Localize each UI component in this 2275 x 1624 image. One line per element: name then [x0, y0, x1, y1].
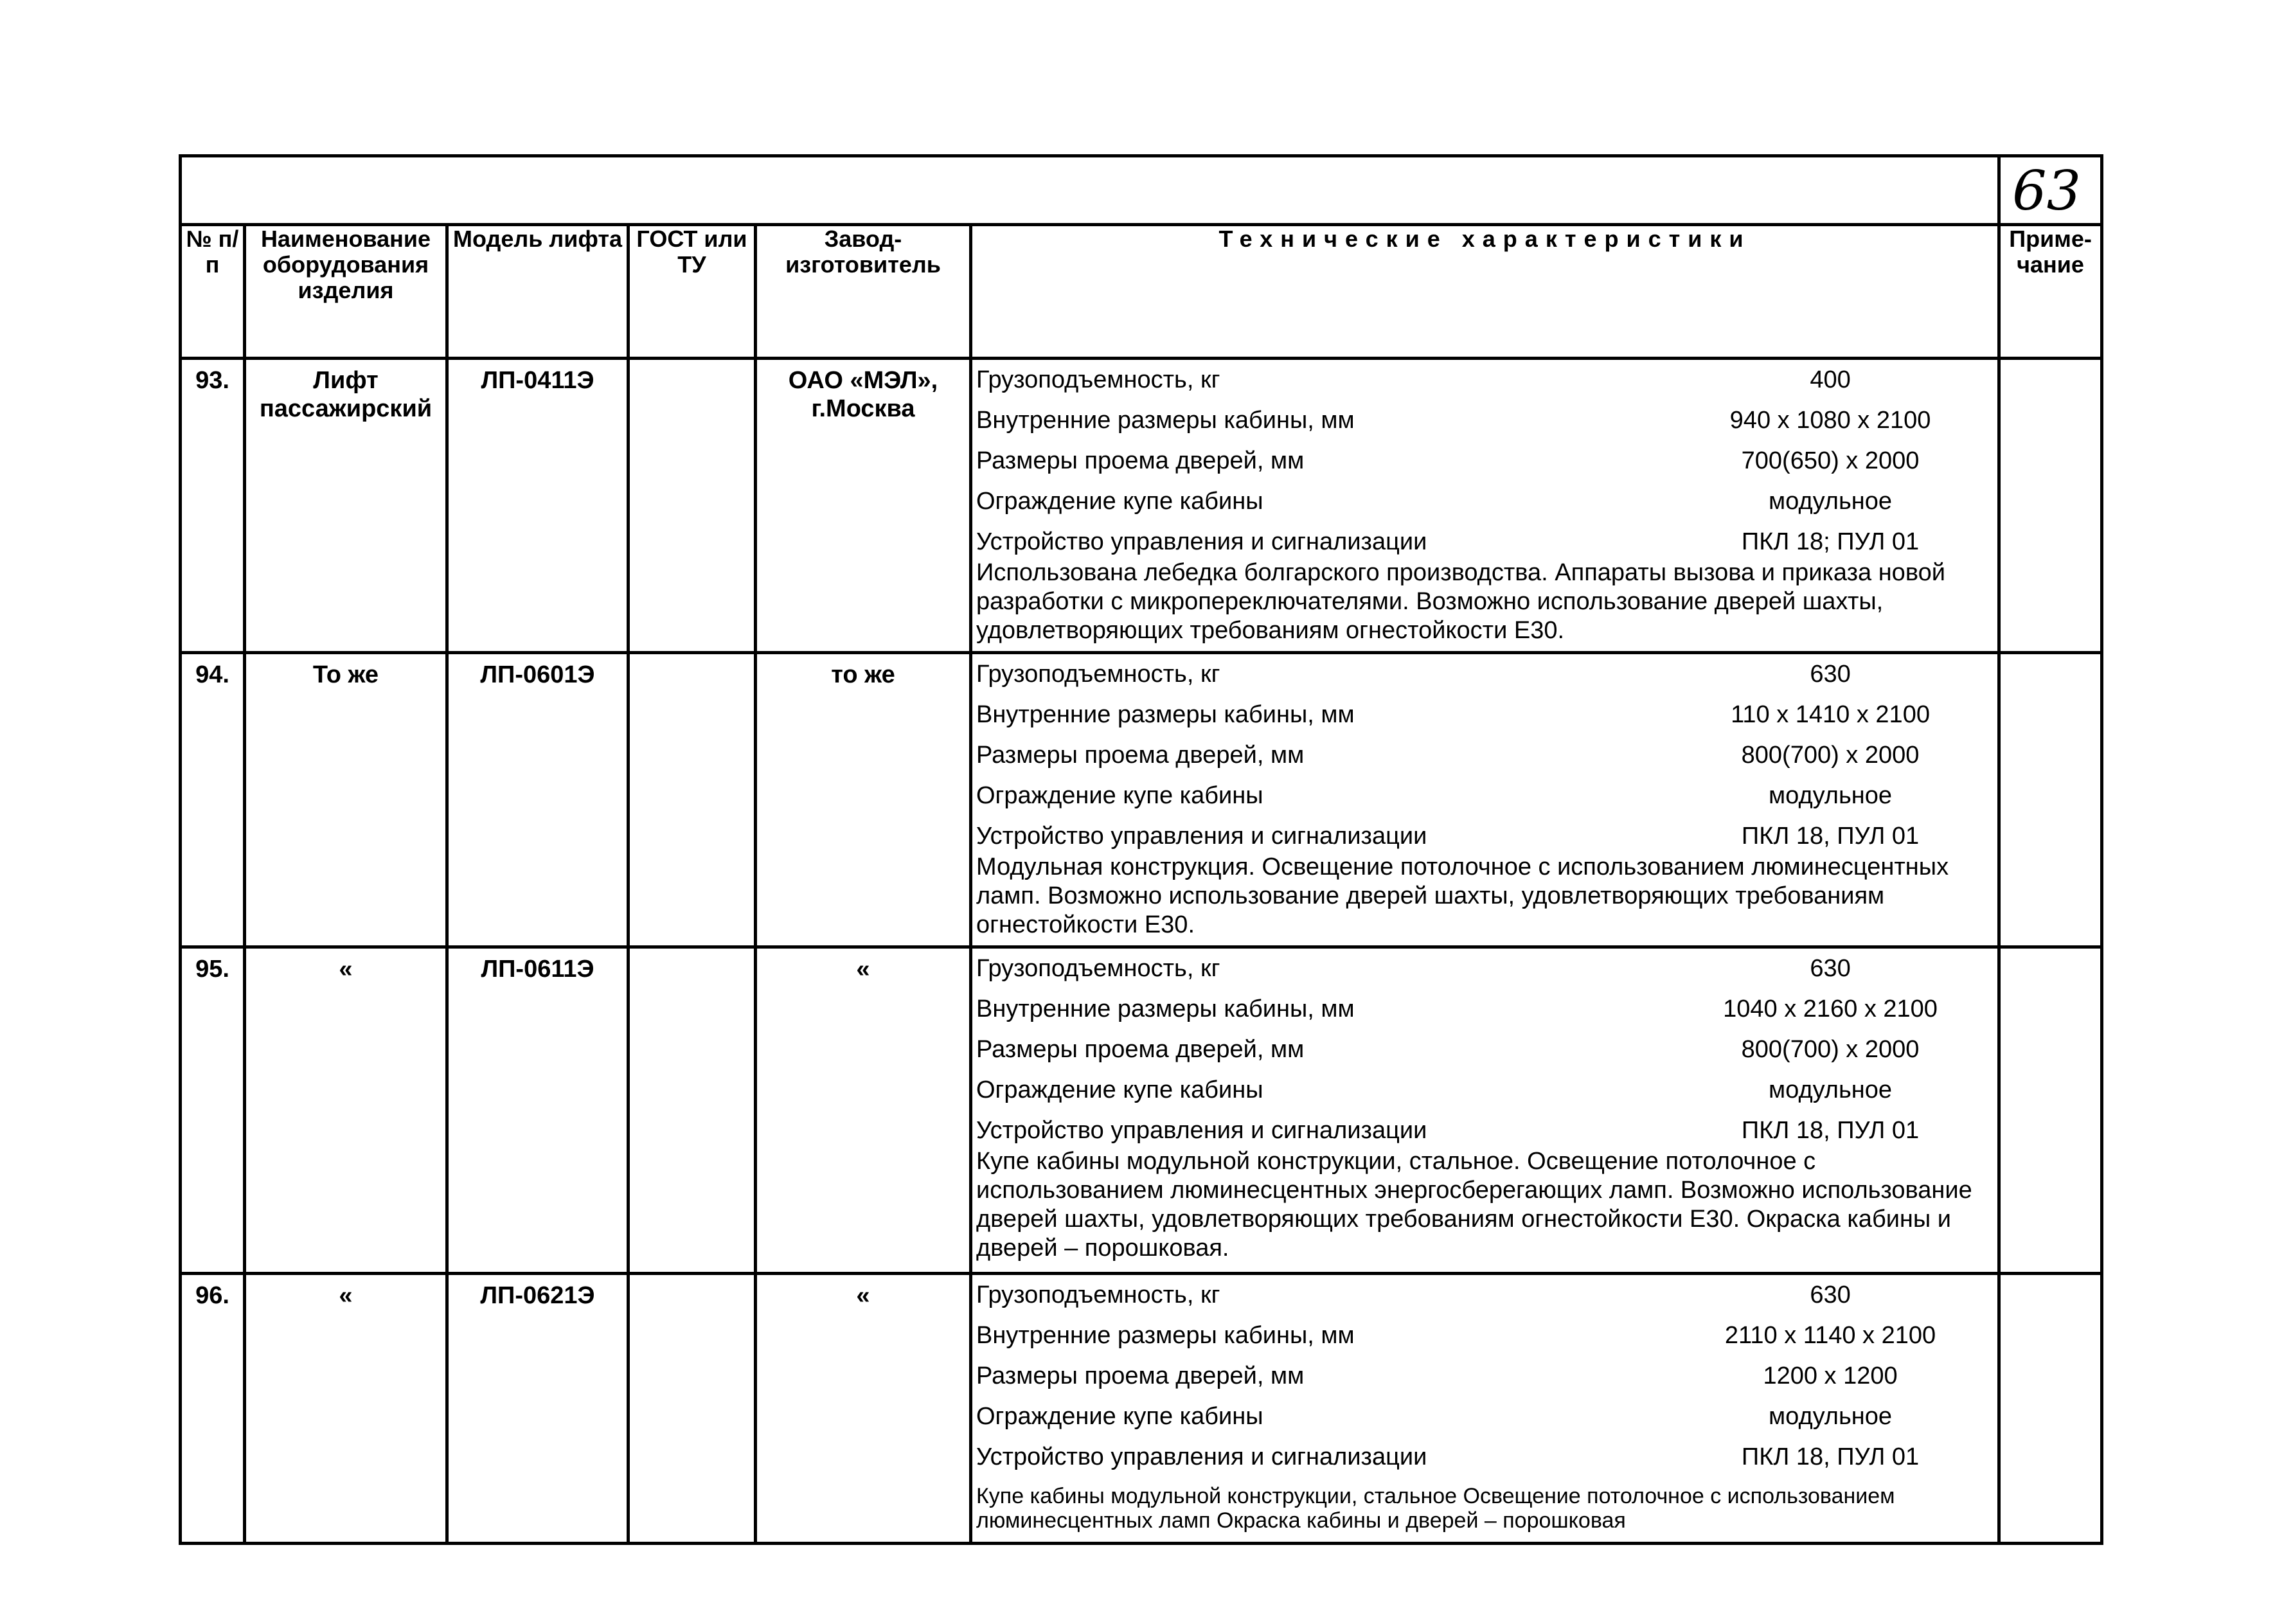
- tech-specs: [971, 359, 1999, 653]
- spec-value: модульное: [1769, 1076, 1893, 1103]
- spec-value: 2110 х 1140 х 2100: [1724, 1322, 1936, 1349]
- spec-label: Грузоподъемность, кг: [976, 1281, 1220, 1308]
- spec-label: Внутренние размеры кабины, мм: [976, 1322, 1355, 1349]
- spec-line: [972, 695, 1997, 735]
- spec-label: Устройство управления и сигнализации: [976, 1443, 1427, 1470]
- header-gost: ГОСТ или ТУ: [629, 225, 756, 359]
- spec-value: модульное: [1769, 488, 1893, 515]
- tech-specs: [971, 653, 1999, 947]
- equipment-table: [179, 154, 2103, 1545]
- gost-cell: [629, 653, 756, 947]
- manufacturer: «: [756, 1274, 971, 1544]
- spec-label: Размеры проема дверей, мм: [976, 447, 1305, 474]
- spec-line: [972, 1396, 1997, 1437]
- spec-label: Размеры проема дверей, мм: [976, 1036, 1305, 1063]
- spec-line: [972, 1030, 1997, 1070]
- spec-label: Размеры проема дверей, мм: [976, 1362, 1305, 1389]
- spec-description: Купе кабины модульной конструкции, стальное. Освещение потолочное с использованием люминесцентных энергосберегающих ламп. Возможно использование дверей шахты, удовлетворяющих требованиям огнестойкости Е30. Окраска кабины и дверей – порошковая.: [976, 1148, 1972, 1262]
- spec-line: [972, 735, 1997, 776]
- header-num: № п/п: [181, 225, 245, 359]
- spec-label: Размеры проема дверей, мм: [976, 742, 1305, 769]
- remark-cell: [1999, 359, 2102, 653]
- spec-label: Внутренние размеры кабины, мм: [976, 995, 1355, 1022]
- equipment-name: То же: [245, 653, 447, 947]
- spec-label: Грузоподъемность, кг: [976, 661, 1220, 688]
- spec-label: Ограждение купе кабины: [976, 1403, 1263, 1430]
- spec-label: Устройство управления и сигнализации: [976, 528, 1427, 555]
- spec-value: ПКЛ 18; ПУЛ 01: [1741, 528, 1920, 555]
- spec-description: Купе кабины модульной конструкции, стальное Освещение потолочное с использованием люминесцентных ламп Окраска кабины и дверей – порошковая: [976, 1484, 1895, 1533]
- lift-model: ЛП-0411Э: [447, 359, 629, 653]
- gost-cell: [629, 359, 756, 653]
- header-model: Модель лифта: [447, 225, 629, 359]
- document-sheet: [179, 154, 2100, 1555]
- table-row: [181, 947, 2102, 1274]
- row-number: 95.: [181, 947, 245, 1274]
- spec-line: [972, 816, 1997, 857]
- page-number: 63: [2012, 159, 2082, 222]
- equipment-name: Лифт пассажирский: [245, 359, 447, 653]
- manufacturer: ОАО «МЭЛ», г.Москва: [756, 359, 971, 653]
- header-name: Наименование оборудования изделия: [245, 225, 447, 359]
- spec-label: Ограждение купе кабины: [976, 488, 1263, 515]
- spec-value: модульное: [1769, 782, 1893, 809]
- spec-line: [972, 441, 1997, 481]
- spec-line: [972, 1111, 1997, 1151]
- spec-line: [972, 360, 1997, 400]
- spec-value: 800(700) х 2000: [1741, 1036, 1920, 1063]
- spec-description: Использована лебедка болгарского производства. Аппараты вызова и приказа новой разработки с микропереключателями. Возможно использование дверей шахты, удовлетворяющих требованиям огнестойкости Е30.: [976, 559, 1945, 644]
- spec-value: 400: [1810, 366, 1851, 393]
- page-number-cell: [1999, 156, 2102, 225]
- spec-line: [972, 1275, 1997, 1316]
- spec-value: 800(700) х 2000: [1741, 742, 1920, 769]
- spec-line: [972, 522, 1997, 562]
- spec-label: Устройство управления и сигнализации: [976, 823, 1427, 850]
- spec-value: 630: [1810, 661, 1851, 688]
- header-factory: Завод-изготовитель: [756, 225, 971, 359]
- lift-model: ЛП-0621Э: [447, 1274, 629, 1544]
- spec-value: 630: [1810, 1281, 1851, 1308]
- header-tech: Технические характеристики: [971, 225, 1999, 359]
- spec-value: ПКЛ 18, ПУЛ 01: [1741, 1117, 1920, 1144]
- spec-label: Внутренние размеры кабины, мм: [976, 701, 1355, 728]
- table-row: [181, 359, 2102, 653]
- manufacturer: «: [756, 947, 971, 1274]
- spec-line: [972, 1316, 1997, 1356]
- tech-specs: [971, 947, 1999, 1274]
- spec-value: 700(650) х 2000: [1741, 447, 1920, 474]
- spec-label: Грузоподъемность, кг: [976, 366, 1220, 393]
- spec-label: Ограждение купе кабины: [976, 1076, 1263, 1103]
- spec-label: Грузоподъемность, кг: [976, 955, 1220, 982]
- spec-line: [972, 1437, 1997, 1477]
- spec-line: [972, 400, 1997, 441]
- top-blank-cell: [181, 156, 1999, 225]
- gost-cell: [629, 947, 756, 1274]
- spec-value: 940 х 1080 х 2100: [1729, 407, 1931, 434]
- lift-model: ЛП-0611Э: [447, 947, 629, 1274]
- spec-line: [972, 481, 1997, 522]
- header-row: [181, 225, 2102, 359]
- spec-value: ПКЛ 18, ПУЛ 01: [1741, 1443, 1920, 1470]
- spec-label: Устройство управления и сигнализации: [976, 1117, 1427, 1144]
- table-row: [181, 1274, 2102, 1544]
- remark-cell: [1999, 1274, 2102, 1544]
- spec-line: [972, 1356, 1997, 1396]
- tech-specs: [971, 1274, 1999, 1544]
- gost-cell: [629, 1274, 756, 1544]
- equipment-name: «: [245, 947, 447, 1274]
- spec-value: ПКЛ 18, ПУЛ 01: [1741, 823, 1920, 850]
- spec-label: Ограждение купе кабины: [976, 782, 1263, 809]
- remark-cell: [1999, 653, 2102, 947]
- lift-model: ЛП-0601Э: [447, 653, 629, 947]
- spec-value: 110 х 1410 х 2100: [1731, 701, 1930, 728]
- remark-cell: [1999, 947, 2102, 1274]
- manufacturer: то же: [756, 653, 971, 947]
- spec-line: [972, 949, 1997, 989]
- spec-value: 1200 х 1200: [1763, 1362, 1898, 1389]
- equipment-name: «: [245, 1274, 447, 1544]
- header-note: Приме-чание: [1999, 225, 2102, 359]
- spec-line: [972, 654, 1997, 695]
- spec-label: Внутренние размеры кабины, мм: [976, 407, 1355, 434]
- row-number: 94.: [181, 653, 245, 947]
- spec-value: модульное: [1769, 1403, 1893, 1430]
- spec-description: Модульная конструкция. Освещение потолочное с использованием люминесцентных ламп. Возможно использование дверей шахты, удовлетворяющих требованиям огнестойкости Е30.: [976, 853, 1949, 938]
- spec-line: [972, 989, 1997, 1030]
- spec-line: [972, 1070, 1997, 1111]
- spec-value: 1040 х 2160 х 2100: [1723, 995, 1938, 1022]
- table-row: [181, 653, 2102, 947]
- spec-value: 630: [1810, 955, 1851, 982]
- row-number: 96.: [181, 1274, 245, 1544]
- spec-line: [972, 776, 1997, 816]
- row-number: 93.: [181, 359, 245, 653]
